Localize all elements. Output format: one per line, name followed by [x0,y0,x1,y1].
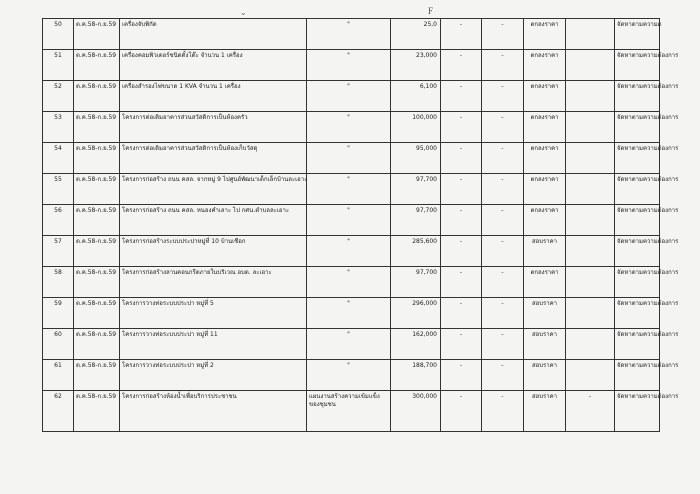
row-col-a: - [441,112,482,143]
row-number: 62 [43,391,74,432]
row-period: ต.ค.58-ก.ย.59 [74,236,120,267]
row-budget: 95,000 [391,143,441,174]
row-method: ตกลงราคา [524,81,566,112]
row-target: " [307,205,391,236]
row-period: ต.ค.58-ก.ย.59 [74,360,120,391]
row-note: จัดหาตามความต้องการ [615,391,660,432]
row-note: จัดหาตามความต้องการ [615,267,660,298]
row-project: โครงการก่อสร้างลานคอนกรีตภายในบริเวณ อบต. ละเอาะ [120,267,307,298]
row-method: สอบราคา [524,360,566,391]
row-col-c [566,19,615,50]
row-period: ต.ค.58-ก.ย.59 [74,205,120,236]
row-period: ต.ค.58-ก.ย.59 [74,391,120,432]
row-col-c: - [566,391,615,432]
row-method: ตกลงราคา [524,143,566,174]
row-col-a: - [441,391,482,432]
row-method: สอบราคา [524,236,566,267]
row-method: ตกลงราคา [524,267,566,298]
row-col-b: - [482,267,524,298]
row-col-b: - [482,174,524,205]
row-method: สอบราคา [524,298,566,329]
row-col-b: - [482,112,524,143]
row-col-a: - [441,81,482,112]
table-row [43,143,660,174]
row-col-c [566,112,615,143]
row-target: " [307,143,391,174]
row-col-a: - [441,360,482,391]
row-col-b: - [482,19,524,50]
row-col-a: - [441,19,482,50]
row-number: 51 [43,50,74,81]
row-col-c [566,50,615,81]
row-budget: 162,000 [391,329,441,360]
row-number: 55 [43,174,74,205]
row-project: โครงการต่อเติมอาคารส่วนสวัสดิการเป็นห้องเก็บวัสดุ [120,143,307,174]
row-col-b: - [482,205,524,236]
row-number: 60 [43,329,74,360]
row-col-c [566,81,615,112]
row-note: จัดหาตามความต้องการ [615,174,660,205]
row-col-b: - [482,50,524,81]
row-budget: 100,000 [391,112,441,143]
row-target: " [307,267,391,298]
row-target: " [307,236,391,267]
row-col-c [566,143,615,174]
row-budget: 296,000 [391,298,441,329]
row-budget: 97,700 [391,174,441,205]
row-budget: 97,700 [391,205,441,236]
row-budget: 300,000 [391,391,441,432]
row-target: " [307,81,391,112]
row-col-b: - [482,329,524,360]
row-project: โครงการก่อสร้าง ถนน คสล. จากหมู่ 9 ไปศูนย์พัฒนาเด็กเล็กบ้านละเอาะ [120,174,307,205]
row-col-a: - [441,174,482,205]
row-budget: 188,700 [391,360,441,391]
row-col-c [566,267,615,298]
row-col-b: - [482,236,524,267]
row-period: ต.ค.58-ก.ย.59 [74,298,120,329]
row-target: " [307,174,391,205]
row-note: จัดหาตามความต้องการ [615,143,660,174]
row-note: จัดหาตามความต้องการ [615,360,660,391]
row-col-c [566,205,615,236]
row-number: 50 [43,19,74,50]
table-row [43,112,660,143]
row-method: ตกลงราคา [524,174,566,205]
row-project: โครงการก่อสร้าง ถนน คสล. หนองคำเลาะ ไป กศน.ตำบลละเอาะ [120,205,307,236]
row-period: ต.ค.58-ก.ย.59 [74,112,120,143]
row-period: ต.ค.58-ก.ย.59 [74,19,120,50]
table-row [43,205,660,236]
row-note: จัดหาตามความต้องการ [615,205,660,236]
table-row [43,19,660,50]
row-period: ต.ค.58-ก.ย.59 [74,50,120,81]
row-col-b: - [482,81,524,112]
row-note: จัดหาตามความต้องการ [615,329,660,360]
row-number: 53 [43,112,74,143]
row-col-c [566,298,615,329]
row-project: โครงการวางท่อระบบประปา หมู่ที่ 5 [120,298,307,329]
row-col-a: - [441,329,482,360]
row-period: ต.ค.58-ก.ย.59 [74,267,120,298]
row-method: สอบราคา [524,391,566,432]
row-project: โครงการต่อเติมอาคารส่วนสวัสดิการเป็นห้องครัว [120,112,307,143]
procurement-table [42,18,679,432]
row-col-a: - [441,143,482,174]
row-col-b: - [482,298,524,329]
row-period: ต.ค.58-ก.ย.59 [74,329,120,360]
row-number: 56 [43,205,74,236]
row-target: " [307,50,391,81]
row-method: ตกลงราคา [524,112,566,143]
row-project: โครงการก่อสร้างห้องน้ำเพื่อบริการประชาชน [120,391,307,432]
row-col-c [566,360,615,391]
row-budget: 285,600 [391,236,441,267]
row-target: แผนงานสร้างความเข้มแข็งของชุมชน [307,391,391,432]
row-project: เครื่องคอมพิวเตอร์ชนิดตั้งโต๊ะ จำนวน 1 เครื่อง [120,50,307,81]
row-note: จัดหาตามความต้องการ [615,112,660,143]
row-method: สอบราคา [524,329,566,360]
table-body [43,19,679,432]
row-note: จัดหาตามความต้องการ [615,298,660,329]
row-number: 58 [43,267,74,298]
page-mark: F [428,6,434,16]
row-project: โครงการวางท่อระบบประปา หมู่ที่ 11 [120,329,307,360]
row-col-a: - [441,298,482,329]
row-number: 52 [43,81,74,112]
row-target: " [307,329,391,360]
row-project: เครื่องจับพิกัด [120,19,307,50]
row-method: ตกลงราคา [524,19,566,50]
table-row [43,174,660,205]
row-note: จัดหาตามความต้องการ [615,50,660,81]
row-period: ต.ค.58-ก.ย.59 [74,174,120,205]
row-target: " [307,112,391,143]
row-number: 57 [43,236,74,267]
table-row [43,298,660,329]
row-budget: 6,100 [391,81,441,112]
row-note: จัดหาตามความต้องการ [615,236,660,267]
row-method: ตกลงราคา [524,50,566,81]
row-note: จัดหาตามความต [615,19,660,50]
row-col-c [566,329,615,360]
row-col-a: - [441,205,482,236]
row-target: " [307,360,391,391]
row-budget: 25,0 [391,19,441,50]
row-col-b: - [482,143,524,174]
row-method: ตกลงราคา [524,205,566,236]
table-row [43,391,660,432]
row-col-c [566,236,615,267]
row-number: 59 [43,298,74,329]
table-row [43,81,660,112]
row-col-a: - [441,50,482,81]
table-row [43,329,660,360]
row-project: โครงการก่อสร้างระบบประปาหมู่ที่ 10 บ้านเชือก [120,236,307,267]
table-row [43,236,660,267]
row-col-a: - [441,267,482,298]
row-number: 61 [43,360,74,391]
row-number: 54 [43,143,74,174]
table-row [43,267,660,298]
row-project: โครงการวางท่อระบบประปา หมู่ที่ 2 [120,360,307,391]
table-row [43,360,660,391]
table-row [43,50,660,81]
row-period: ต.ค.58-ก.ย.59 [74,143,120,174]
row-col-b: - [482,360,524,391]
scan-mark: ⌄ [240,8,247,17]
row-note: จัดหาตามความต้องการ [615,81,660,112]
row-target: " [307,298,391,329]
row-period: ต.ค.58-ก.ย.59 [74,81,120,112]
row-col-a: - [441,236,482,267]
row-col-c [566,174,615,205]
row-target: " [307,19,391,50]
row-budget: 97,700 [391,267,441,298]
row-project: เครื่องสำรองไฟขนาด 1 KVA จำนวน 1 เครื่อง [120,81,307,112]
row-budget: 23,000 [391,50,441,81]
row-col-b: - [482,391,524,432]
